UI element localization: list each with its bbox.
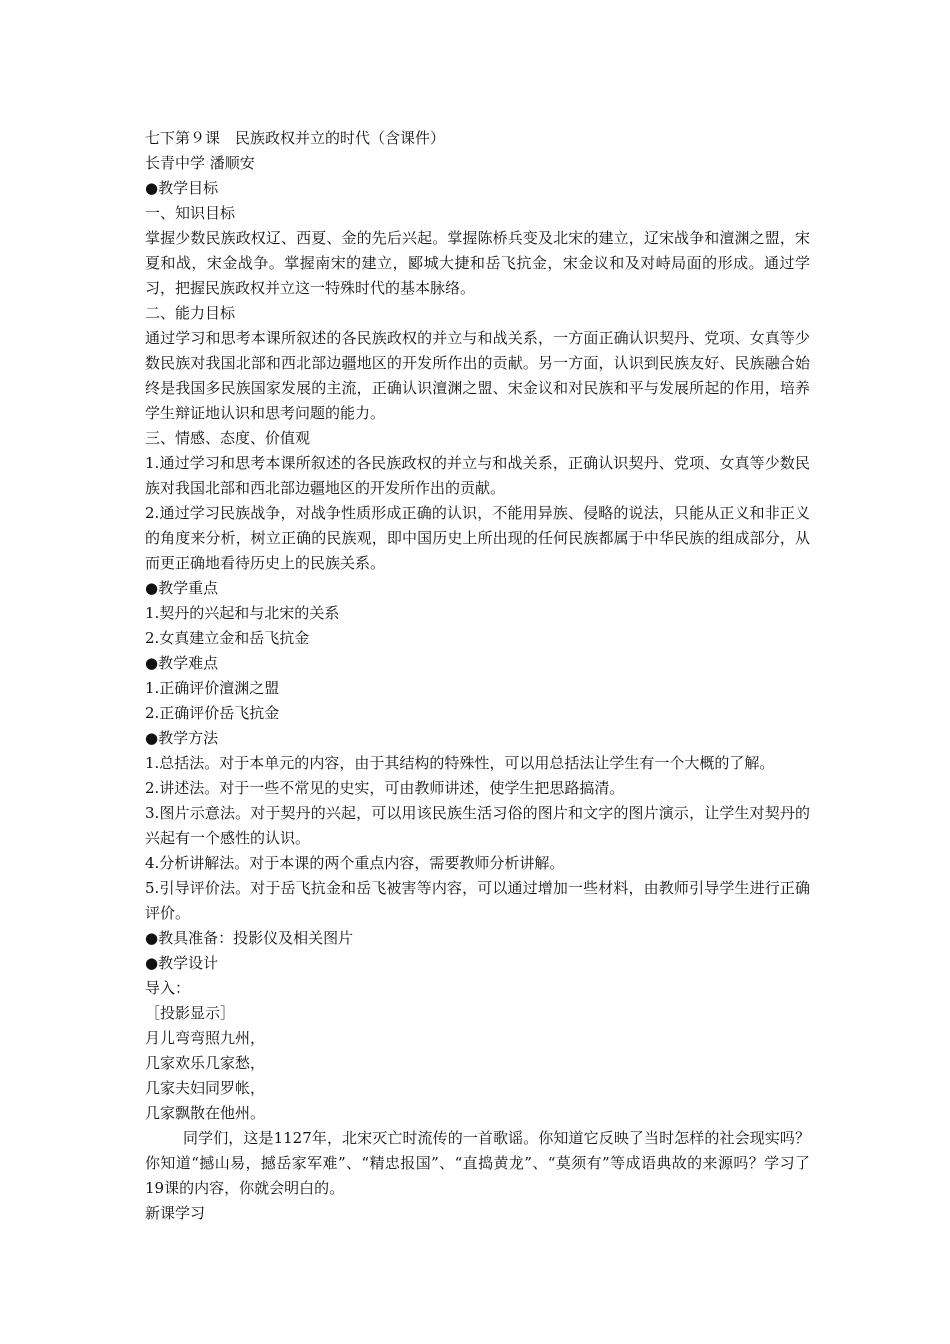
projection-label: ［投影显示］	[145, 1004, 236, 1022]
intro-label: 导入：	[145, 979, 191, 997]
method-5: 5.引导评价法。对于岳飞抗金和岳飞被害等内容，可以通过增加一些材料，由教师引导学生进行正确评价。	[145, 879, 810, 922]
poem-line-4: 几家飘散在他州。	[145, 1104, 266, 1122]
poem-line-2: 几家欢乐几家愁，	[145, 1054, 266, 1072]
difficulty-1: 1.正确评价澶渊之盟	[145, 679, 280, 697]
key-point-1: 1.契丹的兴起和与北宋的关系	[145, 604, 340, 622]
emotion-item-1: 1.通过学习和思考本课所叙述的各民族政权的并立与和战关系，正确认识契丹、党项、女真等少数民族对我国北部和西北部边疆地区的开发所作出的贡献。	[145, 454, 810, 497]
subheading-emotion: 三、情感、态度、价值观	[145, 429, 311, 447]
section-heading-goals: ●教学目标	[145, 179, 219, 197]
subheading-knowledge: 一、知识目标	[145, 204, 236, 222]
section-heading-methods: ●教学方法	[145, 729, 219, 747]
method-3: 3.图片示意法。对于契丹的兴起，可以用该民族生活习俗的图片和文字的图片演示，让学生对契丹的兴起有一个感性的认识。	[145, 804, 810, 847]
section-heading-design: ●教学设计	[145, 954, 219, 972]
ability-paragraph: 通过学习和思考本课所叙述的各民族政权的并立与和战关系，一方面正确认识契丹、党项、女真等少数民族对我国北部和西北部边疆地区的开发所作出的贡献。另一方面，认识到民族友好、民族融合始终是我国多民族国家发展的主流，正确认识澶渊之盟、宋金议和对民族和平与发展所起的作用，培养学生辩证地认识和思考问题的能力。	[145, 329, 810, 422]
document-title: 七下第９课 民族政权并立的时代（含课件）	[145, 129, 446, 147]
method-4: 4.分析讲解法。对于本课的两个重点内容，需要教师分析讲解。	[145, 854, 565, 872]
new-lesson-heading: 新课学习	[145, 1204, 206, 1222]
poem-line-3: 几家夫妇同罗帐，	[145, 1079, 266, 1097]
knowledge-paragraph: 掌握少数民族政权辽、西夏、金的先后兴起。掌握陈桥兵变及北宋的建立，辽宋战争和澶渊之盟，宋夏和战，宋金战争。掌握南宋的建立，郾城大捷和岳飞抗金，宋金议和及对峙局面的形成。通过学习，把握民族政权并立这一特殊时代的基本脉络。	[145, 229, 810, 297]
section-heading-difficulties: ●教学难点	[145, 654, 219, 672]
difficulty-2: 2.正确评价岳飞抗金	[145, 704, 280, 722]
section-heading-key-points: ●教学重点	[145, 579, 219, 597]
emotion-item-2: 2.通过学习民族战争，对战争性质形成正确的认识，不能用异族、侵略的说法，只能从正义和非正义的角度来分析，树立正确的民族观，即中国历史上所出现的任何民族都属于中华民族的组成部分，从而更正确地看待历史上的民族关系。	[145, 504, 810, 572]
subheading-ability: 二、能力目标	[145, 304, 236, 322]
method-2: 2.讲述法。对于一些不常见的史实，可由教师讲述，使学生把思路搞清。	[145, 779, 625, 797]
equipment-line: ●教具准备：投影仪及相关图片	[145, 929, 354, 947]
key-point-2: 2.女真建立金和岳飞抗金	[145, 629, 310, 647]
poem-line-1: 月儿弯弯照九州，	[145, 1029, 266, 1047]
intro-paragraph: 同学们，这是1127年，北宋灭亡时流传的一首歌谣。你知道它反映了当时怎样的社会现实吗？你知道“撼山易，撼岳家军难”、“精忠报国”、“直捣黄龙”、“莫须有”等成语典故的来源吗？学习了19课的内容，你就会明白的。	[145, 1129, 810, 1197]
author-line: 长青中学 潘顺安	[145, 154, 255, 172]
document-page	[145, 126, 810, 1226]
method-1: 1.总括法。对于本单元的内容，由于其结构的特殊性，可以用总括法让学生有一个大概的了解。	[145, 754, 775, 772]
